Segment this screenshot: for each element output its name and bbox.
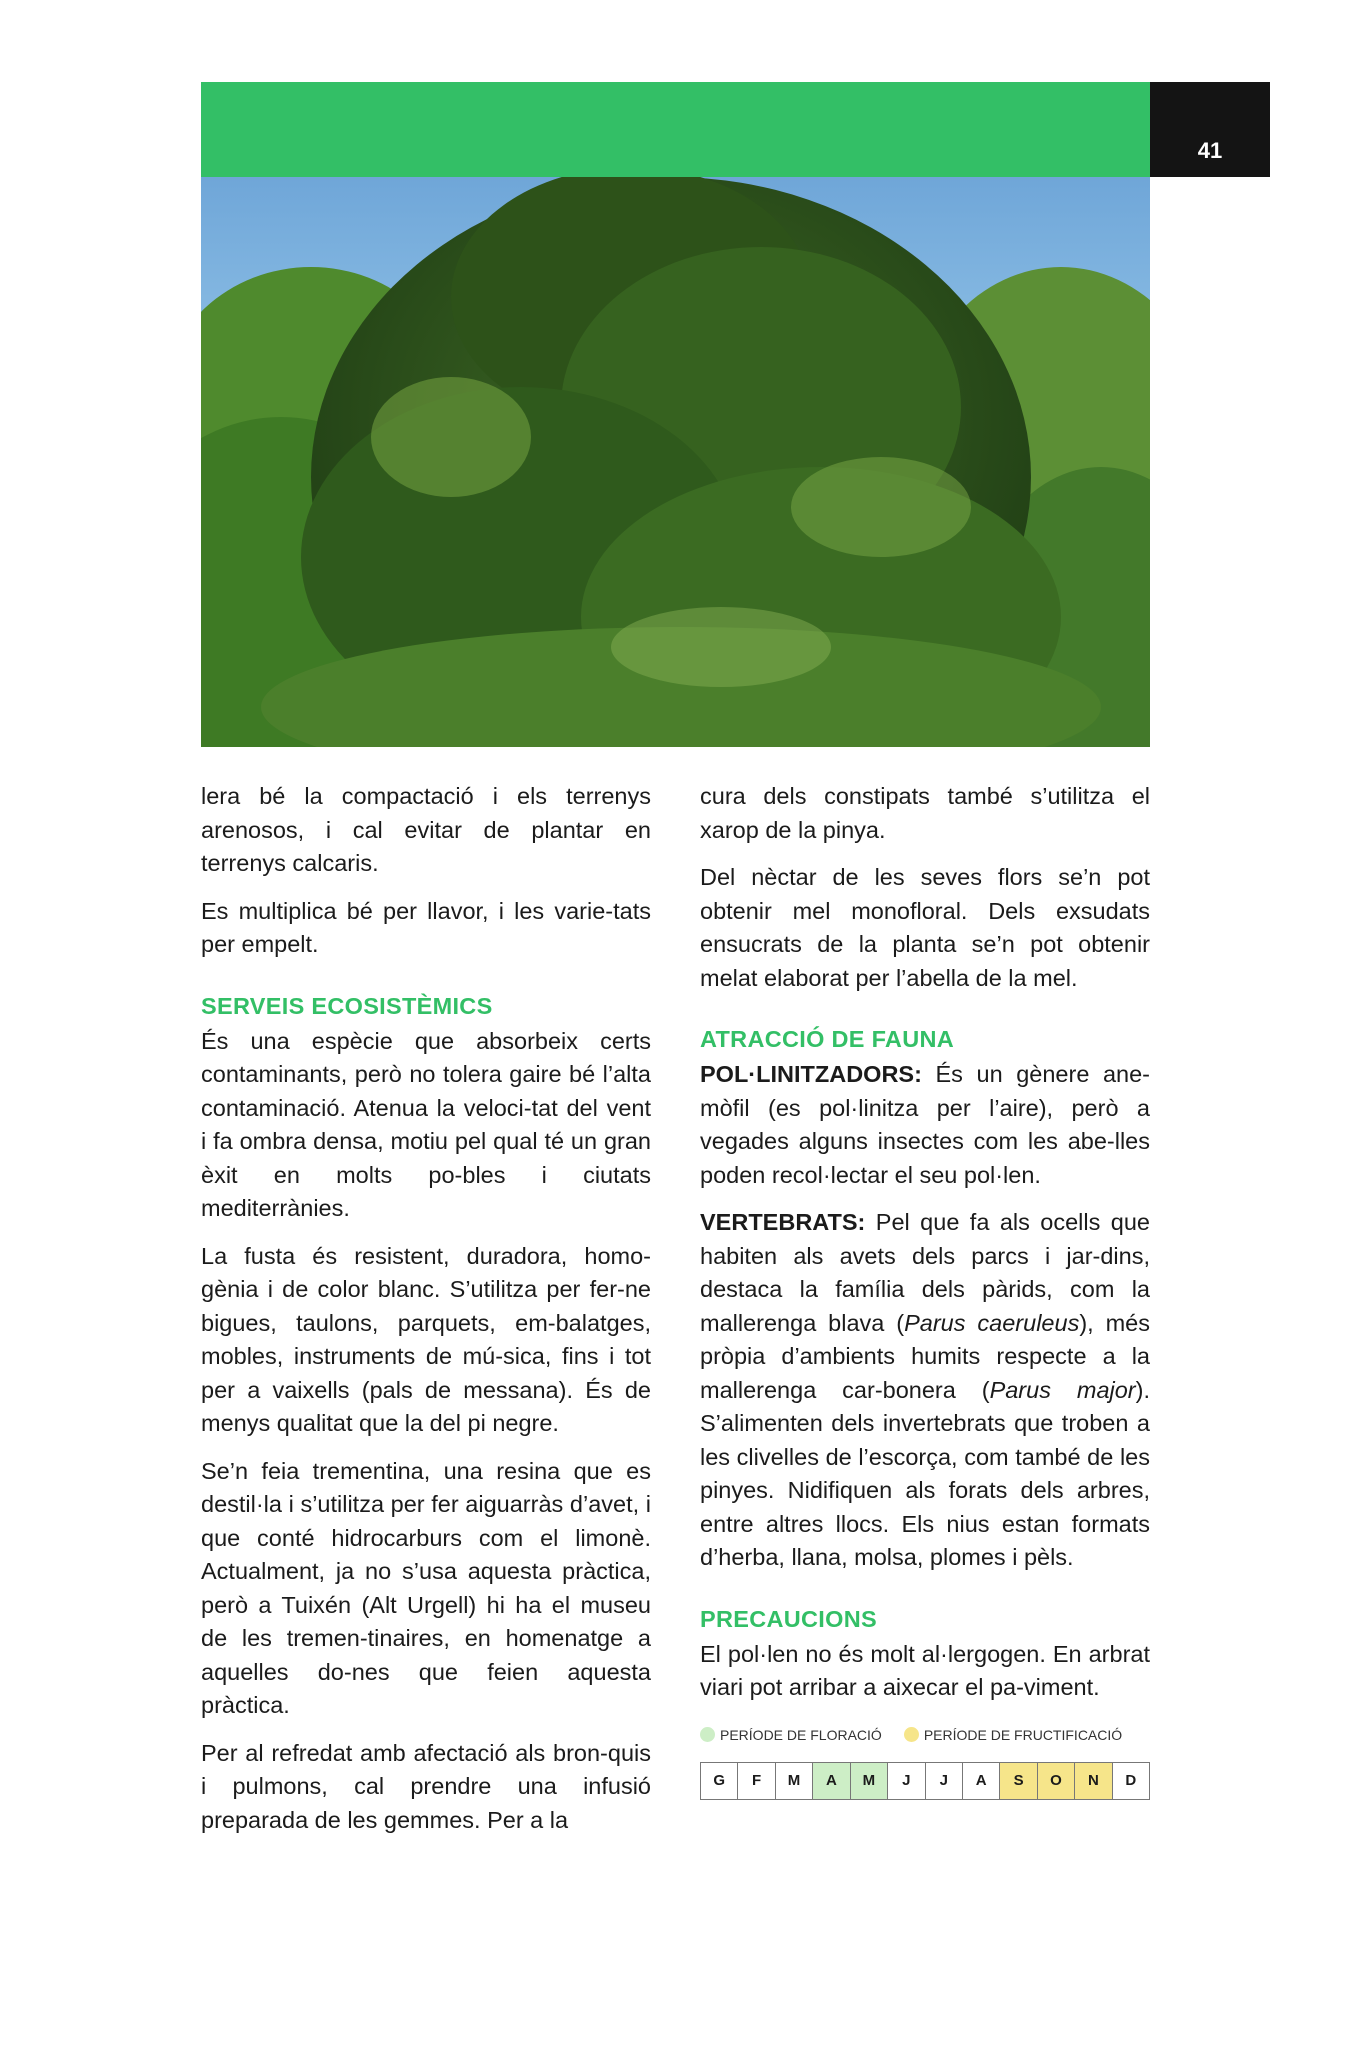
legend-flowering bbox=[700, 1719, 882, 1753]
paragraph: És una espècie que absorbeix certs contaminants, però no tolera gaire bé l’alta contaminació. Atenua la veloci-tat del vent i fa ombra densa, motiu pel qual té un gran èxit en molts po-bles i ciutats mediterrànies. bbox=[201, 1027, 651, 1221]
month-cell: F bbox=[738, 1763, 775, 1799]
species-name: Parus major bbox=[989, 1376, 1136, 1403]
month-cell: N bbox=[1075, 1763, 1112, 1799]
right-column bbox=[700, 780, 1150, 1800]
month-cell: M bbox=[851, 1763, 888, 1799]
header-band bbox=[201, 82, 1150, 177]
section-heading-precaucions: PRECAUCIONS bbox=[700, 1605, 877, 1632]
paragraph-pollinators bbox=[700, 1058, 1150, 1192]
legend-label: PERÍODE DE FLORACIÓ bbox=[720, 1726, 882, 1743]
month-cell: A bbox=[963, 1763, 1000, 1799]
paragraph: lera bé la compactació i els terrenys arenosos, i cal evitar de plantar en terrenys calcaris. bbox=[201, 783, 651, 876]
paragraph: cura dels constipats també s’utilitza el xarop de la pinya. bbox=[700, 783, 1150, 843]
legend-label: PERÍODE DE FRUCTIFICACIÓ bbox=[923, 1726, 1123, 1743]
page-number: 41 bbox=[1197, 138, 1223, 163]
calendar-legend bbox=[700, 1719, 1150, 1753]
fruiting-dot-icon bbox=[904, 1727, 919, 1742]
paragraph: Per al refredat amb afectació als bron-quis i pulmons, cal prendre una infusió preparada de les gemmes. Per a la bbox=[201, 1739, 651, 1833]
month-cell: D bbox=[1125, 1772, 1137, 1790]
paragraph-vertebrates bbox=[700, 1206, 1150, 1575]
species-name: Parus caeruleus bbox=[904, 1309, 1080, 1336]
month-cell: J bbox=[926, 1763, 963, 1799]
legend-fruiting bbox=[904, 1719, 1122, 1753]
pollinators-text: És un gènere ane-mòfil (es pol·linitza per l’aire), però a vegades alguns insectes com les abe-lles poden recol·lectar el seu pol·len. bbox=[700, 1061, 1150, 1188]
month-cell: G bbox=[701, 1763, 738, 1799]
month-cell: S bbox=[1000, 1763, 1037, 1799]
vertebrates-text: ). S’alimenten dels invertebrats que troben a les clivelles de l’escorça, com també de les pinyes. Nidifiquen als forats dels arbres, entre altres llocs. Els nius estan formats d’herba, llana, molsa, plomes i pèls. bbox=[700, 1376, 1150, 1570]
lead-vertebrates: VERTEBRATS: bbox=[700, 1209, 866, 1235]
month-cell: M bbox=[776, 1763, 813, 1799]
left-column bbox=[201, 780, 651, 1851]
page-number-box bbox=[1150, 82, 1270, 177]
month-calendar bbox=[700, 1762, 1150, 1800]
month-cell: J bbox=[888, 1763, 925, 1799]
section-heading-fauna: ATRACCIÓ DE FAUNA bbox=[700, 1026, 955, 1052]
vertebrates-text: Pel que fa als ocells que habiten als avets dels parcs i jar-dins, destaca la família dels pàrids, com la mallerenga blava ( bbox=[700, 1209, 1150, 1336]
flowering-dot-icon bbox=[700, 1727, 715, 1742]
lead-pollinators: POL·LINITZADORS: bbox=[700, 1061, 922, 1087]
paragraph: La fusta és resistent, duradora, homo-gènia i de color blanc. S’utilitza per fer-ne bigues, taulons, parquets, em-balatges, mobles, instruments de mú-sica, fins i tot per a vaixells (pals de messana). És de menys qualitat que la del pi negre. bbox=[201, 1242, 651, 1436]
paragraph: Es multiplica bé per llavor, i les varie-tats per empelt. bbox=[201, 897, 651, 957]
paragraph: Se’n feia trementina, una resina que es destil·la i s’utilitza per fer aiguarràs d’avet, i que conté hidrocarburs com el limonè. Actualment, ja no s’usa aquesta pràctica, però a Tuixén (Alt Urgell) hi ha el museu de les tremen-tinaires, en homenatge a aquelles do-nes que feien aquesta pràctica. bbox=[201, 1457, 651, 1718]
section-heading-serveis: SERVEIS ECOSISTÈMICS bbox=[201, 992, 493, 1019]
paragraph: El pol·len no és molt al·lergogen. En arbrat viari pot arribar a aixecar el pa-viment. bbox=[700, 1640, 1150, 1700]
paragraph: Del nèctar de les seves flors se’n pot obtenir mel monofloral. Dels exsudats ensucrats de la planta se’n pot obtenir melat elaborat per l’abella de la mel. bbox=[700, 864, 1150, 991]
month-cell: A bbox=[813, 1763, 850, 1799]
fir-tree-photo bbox=[201, 177, 1150, 747]
vertebrates-text: ), més pròpia d’ambients humits respecte a la mallerenga car-bonera ( bbox=[700, 1309, 1150, 1403]
month-cell: O bbox=[1038, 1763, 1075, 1799]
